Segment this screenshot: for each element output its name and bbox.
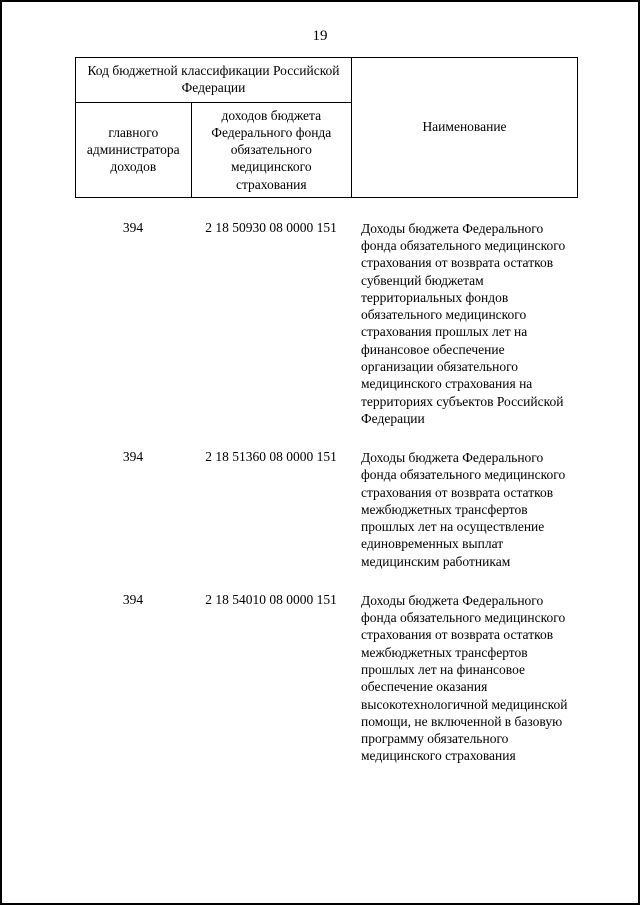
admin-code-cell: 394 bbox=[122, 219, 144, 235]
budget-classification-table bbox=[75, 57, 578, 765]
header-admin-column: главного администратора доходов bbox=[76, 103, 192, 197]
budget-code-cell: 2 18 54010 08 0000 151 bbox=[205, 591, 337, 607]
header-sub-row bbox=[76, 103, 351, 197]
name-cell: Доходы бюджета Федерального фонда обязательного медицинского страхования от возврата остатков межбюджетных трансфертов прошлых лет на осуществление единовременных выплат медицинским работникам bbox=[361, 450, 566, 569]
table-header bbox=[75, 57, 578, 198]
name-cell: Доходы бюджета Федерального фонда обязательного медицинского страхования от возврата остатков межбюджетных трансфертов прошлых лет на финансовое обеспечение оказания высокотехнологичной медицинской помощи, не включенной в базовую программу обязательного медицинского страхования bbox=[361, 592, 568, 764]
table-row bbox=[75, 220, 578, 427]
table-row bbox=[75, 449, 578, 570]
header-name-column: Наименование bbox=[422, 119, 507, 135]
budget-code-cell: 2 18 50930 08 0000 151 bbox=[205, 219, 337, 235]
header-budget-income-column: доходов бюджета Федерального фонда обязательного медицинского страхования bbox=[211, 107, 332, 192]
table-row bbox=[75, 592, 578, 765]
admin-code-cell: 394 bbox=[122, 591, 144, 607]
page-number: 19 bbox=[312, 28, 328, 44]
admin-code-cell: 394 bbox=[122, 449, 144, 465]
table-header-classification-group bbox=[76, 58, 352, 197]
name-cell: Доходы бюджета Федерального фонда обязательного медицинского страхования от возврата остатков субвенций бюджетам территориальных фондов обязательного медицинского страхования прошлых лет на финансовое обеспечение организации обязательного медицинского страхования на территориях субъектов Российской Федерации bbox=[361, 220, 566, 426]
budget-code-cell: 2 18 51360 08 0000 151 bbox=[205, 449, 337, 465]
table-body bbox=[75, 220, 578, 765]
header-classification-title: Код бюджетной классификации Российской Федерации bbox=[76, 58, 351, 103]
